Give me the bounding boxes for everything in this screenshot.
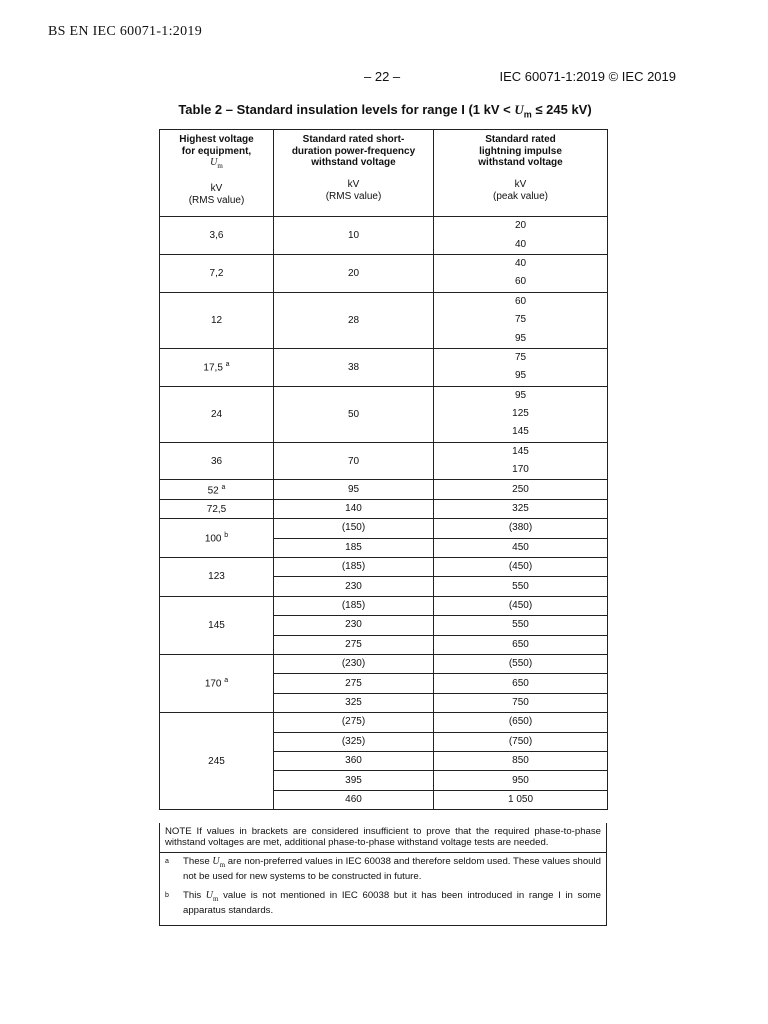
table-header-row bbox=[160, 130, 608, 217]
table-row bbox=[160, 348, 608, 367]
cell-lightning-impulse: 650 bbox=[434, 635, 608, 654]
cell-power-frequency: 38 bbox=[274, 348, 434, 386]
cell-power-frequency: 95 bbox=[274, 480, 434, 499]
cell-lightning-impulse: (750) bbox=[434, 732, 608, 751]
header-line: Standard rated bbox=[485, 134, 556, 145]
um-symbol-sub: m bbox=[217, 162, 223, 170]
um-symbol-sub: m bbox=[219, 861, 226, 869]
cell-lightning-impulse: 1 050 bbox=[434, 790, 608, 809]
cell-power-frequency: (230) bbox=[274, 654, 434, 673]
header-line: withstand voltage bbox=[478, 157, 563, 168]
footnote-ref: b bbox=[224, 531, 229, 539]
cell-lightning-impulse: 250 bbox=[434, 480, 608, 499]
um-value: 3,6 bbox=[209, 229, 224, 241]
table-note: NOTE If values in brackets are considered insufficient to prove that the required phase-to-phase withstand voltages are met, additional phase-to-phase withstand voltage tests are needed. bbox=[160, 823, 606, 853]
column-header-lightning-impulse bbox=[434, 130, 608, 217]
insulation-levels-table bbox=[159, 129, 608, 810]
table-row bbox=[160, 254, 608, 273]
cell-lightning-impulse: 60 bbox=[434, 273, 608, 292]
cell-um bbox=[160, 519, 274, 558]
cell-lightning-impulse: 170 bbox=[434, 461, 608, 480]
cell-power-frequency: 230 bbox=[274, 616, 434, 635]
cell-lightning-impulse: 95 bbox=[434, 386, 608, 405]
cell-power-frequency: 360 bbox=[274, 751, 434, 770]
cell-um bbox=[160, 499, 274, 518]
cell-lightning-impulse: 750 bbox=[434, 693, 608, 712]
cell-lightning-impulse: 145 bbox=[434, 423, 608, 442]
footnote-mark: b bbox=[165, 892, 169, 899]
cell-power-frequency: (185) bbox=[274, 596, 434, 615]
header-line: for equipment, bbox=[181, 145, 252, 157]
column-unit bbox=[160, 183, 273, 207]
cell-um bbox=[160, 480, 274, 499]
column-header-li-title bbox=[434, 134, 607, 169]
table-row bbox=[160, 480, 608, 499]
um-value: 72,5 bbox=[206, 503, 227, 515]
um-symbol bbox=[212, 856, 225, 867]
cell-power-frequency: 28 bbox=[274, 292, 434, 348]
column-header-power-frequency bbox=[274, 130, 434, 217]
table-row bbox=[160, 713, 608, 732]
cell-power-frequency: 10 bbox=[274, 217, 434, 255]
footnote-text-after: are non-preferred values in IEC 60038 and therefore seldom used. These values should not be used for new systems to be constructed in future. bbox=[183, 856, 601, 882]
cell-lightning-impulse: 75 bbox=[434, 348, 608, 367]
footnote-ref: a bbox=[224, 677, 229, 685]
table-title-prefix: Table 2 – Standard insulation levels for range I (1 kV < bbox=[178, 102, 515, 117]
column-header-um bbox=[160, 130, 274, 217]
table-row bbox=[160, 558, 608, 577]
um-symbol-sub: m bbox=[213, 895, 219, 903]
cell-um bbox=[160, 254, 274, 292]
table-row bbox=[160, 217, 608, 236]
um-value: 245 bbox=[208, 755, 225, 767]
cell-lightning-impulse: 95 bbox=[434, 367, 608, 386]
cell-lightning-impulse: (450) bbox=[434, 596, 608, 615]
table-row bbox=[160, 386, 608, 405]
table-row bbox=[160, 519, 608, 538]
table-row bbox=[160, 596, 608, 615]
um-symbol bbox=[160, 157, 273, 173]
um-value: 36 bbox=[210, 455, 223, 467]
um-value: 145 bbox=[208, 619, 225, 631]
unit-note: (peak value) bbox=[492, 190, 549, 202]
cell-lightning-impulse: 550 bbox=[434, 616, 608, 635]
table-row bbox=[160, 292, 608, 311]
footnote-ref: a bbox=[221, 483, 226, 491]
header-line: Highest voltage bbox=[179, 134, 254, 145]
cell-um bbox=[160, 217, 274, 255]
cell-um bbox=[160, 442, 274, 480]
page-number: – 22 – bbox=[364, 69, 401, 84]
um-value: 7,2 bbox=[209, 267, 224, 279]
footnote-text-before: These bbox=[183, 856, 213, 867]
um-symbol bbox=[206, 890, 219, 901]
cell-power-frequency: 70 bbox=[274, 442, 434, 480]
unit-note: (RMS value) bbox=[325, 190, 382, 202]
cell-um bbox=[160, 386, 274, 442]
um-symbol-letter: U bbox=[205, 890, 214, 901]
footnote-text bbox=[183, 856, 601, 882]
um-symbol-letter: U bbox=[212, 856, 220, 867]
cell-power-frequency: 275 bbox=[274, 635, 434, 654]
unit-label: kV bbox=[210, 182, 223, 194]
cell-lightning-impulse: 650 bbox=[434, 674, 608, 693]
table-title-suffix: ≤ 245 kV) bbox=[531, 102, 592, 117]
document-id: BS EN IEC 60071-1:2019 bbox=[48, 24, 202, 39]
cell-lightning-impulse: (550) bbox=[434, 654, 608, 673]
footnote-mark: a bbox=[165, 858, 169, 865]
cell-lightning-impulse: (650) bbox=[434, 713, 608, 732]
unit-label: kV bbox=[347, 178, 360, 190]
footnote-b bbox=[160, 882, 606, 916]
cell-power-frequency: 140 bbox=[274, 499, 434, 518]
cell-um bbox=[160, 654, 274, 712]
footnote-text-after: value is not mentioned in IEC 60038 but it has been introduced in range I in some apparatus standards. bbox=[183, 890, 601, 916]
footnote-a bbox=[160, 853, 606, 882]
cell-lightning-impulse: 850 bbox=[434, 751, 608, 770]
cell-power-frequency: 460 bbox=[274, 790, 434, 809]
table-title-symbol: U bbox=[514, 102, 524, 117]
cell-power-frequency: 275 bbox=[274, 674, 434, 693]
um-value: 123 bbox=[208, 571, 225, 583]
cell-power-frequency: (325) bbox=[274, 732, 434, 751]
cell-lightning-impulse: 40 bbox=[434, 254, 608, 273]
table-notes bbox=[159, 823, 607, 926]
um-value: 12 bbox=[210, 314, 223, 326]
cell-um bbox=[160, 558, 274, 597]
table-title bbox=[160, 102, 610, 120]
cell-um bbox=[160, 596, 274, 654]
table-row bbox=[160, 654, 608, 673]
cell-um bbox=[160, 292, 274, 348]
table-row bbox=[160, 442, 608, 461]
cell-lightning-impulse: (380) bbox=[434, 519, 608, 538]
um-symbol-letter: U bbox=[210, 157, 218, 168]
column-unit bbox=[434, 179, 607, 203]
cell-power-frequency: (150) bbox=[274, 519, 434, 538]
header-line: withstand voltage bbox=[311, 157, 396, 168]
cell-power-frequency: 20 bbox=[274, 254, 434, 292]
cell-um bbox=[160, 348, 274, 386]
cell-lightning-impulse: 75 bbox=[434, 311, 608, 329]
cell-lightning-impulse: 125 bbox=[434, 405, 608, 423]
copyright-notice: IEC 60071-1:2019 © IEC 2019 bbox=[499, 69, 676, 84]
cell-lightning-impulse: 95 bbox=[434, 329, 608, 348]
cell-power-frequency: 50 bbox=[274, 386, 434, 442]
um-value: 24 bbox=[210, 408, 223, 420]
cell-lightning-impulse: 450 bbox=[434, 538, 608, 557]
column-header-pf-title bbox=[274, 134, 433, 169]
table-row bbox=[160, 499, 608, 518]
cell-power-frequency: 185 bbox=[274, 538, 434, 557]
cell-power-frequency: (185) bbox=[274, 558, 434, 577]
cell-lightning-impulse: 550 bbox=[434, 577, 608, 596]
um-value: 17,5 bbox=[203, 362, 223, 374]
cell-lightning-impulse: 60 bbox=[434, 292, 608, 311]
unit-label: kV bbox=[514, 178, 527, 190]
header-line: lightning impulse bbox=[479, 145, 562, 157]
footnote-text bbox=[183, 890, 601, 916]
cell-lightning-impulse: 950 bbox=[434, 771, 608, 790]
footnote-ref: a bbox=[225, 360, 230, 368]
cell-power-frequency: 230 bbox=[274, 577, 434, 596]
cell-power-frequency: 395 bbox=[274, 771, 434, 790]
cell-power-frequency: (275) bbox=[274, 713, 434, 732]
table-body bbox=[160, 217, 608, 810]
unit-note: (RMS value) bbox=[188, 194, 245, 206]
cell-power-frequency: 325 bbox=[274, 693, 434, 712]
cell-lightning-impulse: 145 bbox=[434, 442, 608, 461]
um-value: 170 bbox=[204, 678, 222, 690]
cell-lightning-impulse: (450) bbox=[434, 558, 608, 577]
header-line: Standard rated short- bbox=[302, 134, 405, 145]
cell-um bbox=[160, 713, 274, 810]
table-title-symbol-sub: m bbox=[523, 109, 532, 120]
um-value: 100 bbox=[204, 533, 222, 545]
cell-lightning-impulse: 40 bbox=[434, 235, 608, 254]
header-line: duration power-frequency bbox=[291, 145, 416, 157]
footnote-text-before: This bbox=[183, 890, 206, 901]
um-value: 52 bbox=[207, 484, 219, 496]
cell-lightning-impulse: 20 bbox=[434, 217, 608, 236]
column-header-um-title bbox=[160, 134, 273, 173]
column-unit bbox=[274, 179, 433, 203]
cell-lightning-impulse: 325 bbox=[434, 499, 608, 518]
